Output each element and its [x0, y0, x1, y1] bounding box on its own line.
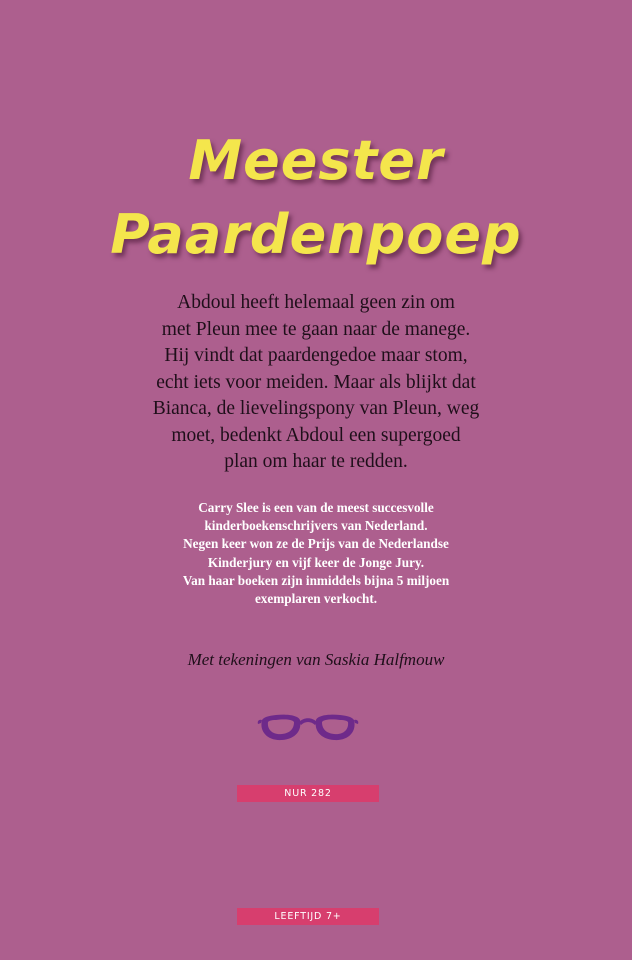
- blurb-line: moet, bedenkt Abdoul een supergoed: [171, 424, 461, 446]
- blurb-line: plan om haar te redden.: [224, 451, 408, 472]
- book-title: [0, 124, 632, 272]
- glasses-icon: [256, 710, 360, 746]
- bio-line: Negen keer won ze de Prijs van de Nederlandse: [183, 536, 449, 552]
- blurb-line: Abdoul heeft helemaal geen zin om: [177, 292, 455, 313]
- book-blurb: [110, 290, 522, 476]
- author-bio: [110, 499, 522, 608]
- blurb-line: met Pleun mee te gaan naar de manege.: [161, 318, 471, 340]
- title-line-2: Paardenpoep: [110, 203, 522, 267]
- blurb-line: Hij vindt dat paardengedoe maar stom,: [164, 345, 468, 366]
- bio-line: exemplaren verkocht.: [254, 591, 378, 607]
- title-line-1: Meester: [188, 129, 444, 193]
- illustrator-credit: Met tekeningen van Saskia Halfmouw: [187, 650, 445, 669]
- bio-line: Kinderjury en vijf keer de Jonge Jury.: [207, 554, 425, 570]
- blurb-line: echt iets voor meiden. Maar als blijkt dat: [156, 371, 476, 393]
- age-badge: LEEFTIJD 7+: [237, 908, 379, 925]
- nur-badge: NUR 282: [237, 785, 379, 802]
- bio-line: Carry Slee is een van de meest succesvolle: [198, 500, 434, 515]
- bio-line: Van haar boeken zijn inmiddels bijna 5 miljoen: [182, 572, 450, 588]
- bio-line: kinderboekenschrijvers van Nederland.: [204, 518, 428, 534]
- blurb-line: Bianca, de lievelingspony van Pleun, weg: [152, 398, 480, 419]
